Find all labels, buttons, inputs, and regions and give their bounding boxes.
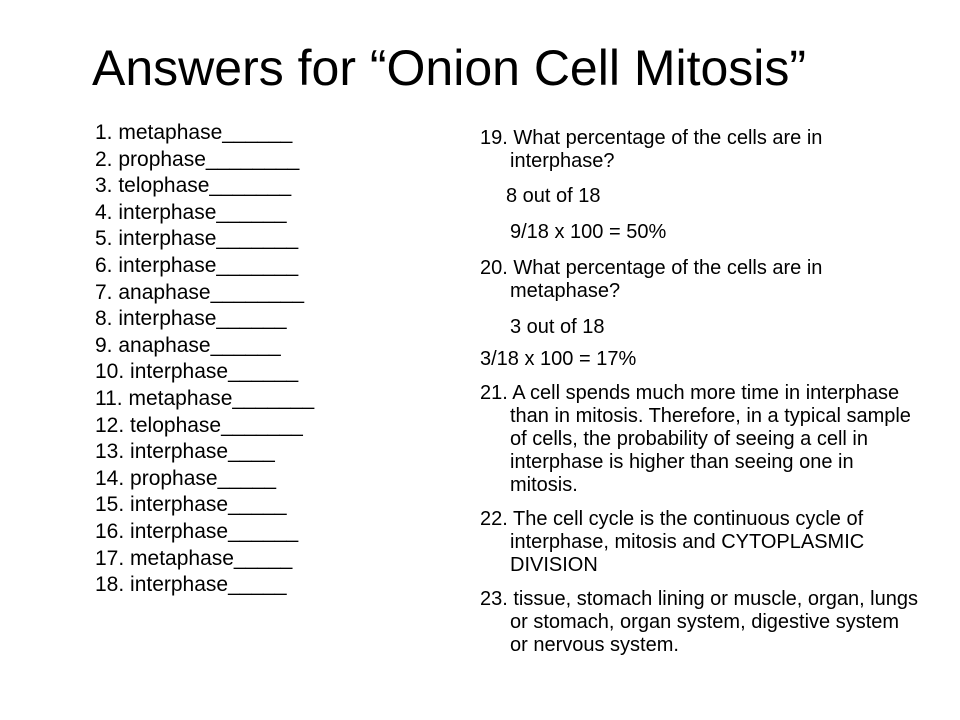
question-22-text: 22. The cell cycle is the continuous cycle of interphase, mitosis and CYTOPLASMIC DIVISION xyxy=(480,508,865,576)
slide-title: Answers for “Onion Cell Mitosis” xyxy=(92,40,807,96)
answer-item: 6. interphase_______ xyxy=(95,253,299,277)
answer-item: 2. prophase________ xyxy=(95,147,300,171)
answer-item: 15. interphase_____ xyxy=(95,493,287,517)
answer-item: 9. anaphase______ xyxy=(95,333,281,357)
answer-item: 14. prophase_____ xyxy=(95,466,276,490)
question-21-text: 21. A cell spends much more time in interphase than in mitosis. Therefore, in a typical sample of cells, the probability of seeing a cell in interphase is higher than seeing one in mitosis. xyxy=(480,382,911,496)
question-20 xyxy=(480,257,920,371)
answer-item: 5. interphase_______ xyxy=(95,227,299,251)
answer-item: 1. metaphase______ xyxy=(95,121,293,144)
question-20-answer-count: 3 out of 18 xyxy=(510,316,605,338)
answer-item: 7. anaphase________ xyxy=(95,280,305,304)
question-19-text: 19. What percentage of the cells are in interphase? xyxy=(480,127,823,172)
answers-19-23 xyxy=(480,127,920,657)
answer-item: 4. interphase______ xyxy=(95,200,287,224)
answers-list-1-18 xyxy=(95,120,425,599)
answer-item: 12. telophase_______ xyxy=(95,413,303,437)
question-21 xyxy=(480,382,920,497)
question-19-answer-calc: 9/18 x 100 = 50% xyxy=(510,221,667,243)
answer-item: 3. telophase_______ xyxy=(95,174,292,198)
question-23-text: 23. tissue, stomach lining or muscle, organ, lungs or stomach, organ system, digestive system or nervous system. xyxy=(480,588,918,656)
answer-item: 8. interphase______ xyxy=(95,307,287,331)
answer-item: 13. interphase____ xyxy=(95,440,275,464)
question-22 xyxy=(480,508,920,577)
answer-item: 10. interphase______ xyxy=(95,360,299,384)
question-20-answer-calc: 3/18 x 100 = 17% xyxy=(480,348,637,370)
question-20-text: 20. What percentage of the cells are in metaphase? xyxy=(480,257,823,302)
answer-item: 16. interphase______ xyxy=(95,519,299,543)
question-23 xyxy=(480,588,920,657)
answer-item: 18. interphase_____ xyxy=(95,573,287,597)
question-19 xyxy=(480,127,920,244)
answer-item: 17. metaphase_____ xyxy=(95,546,293,570)
question-19-answer-count: 8 out of 18 xyxy=(506,185,601,207)
answer-item: 11. metaphase_______ xyxy=(95,386,315,410)
